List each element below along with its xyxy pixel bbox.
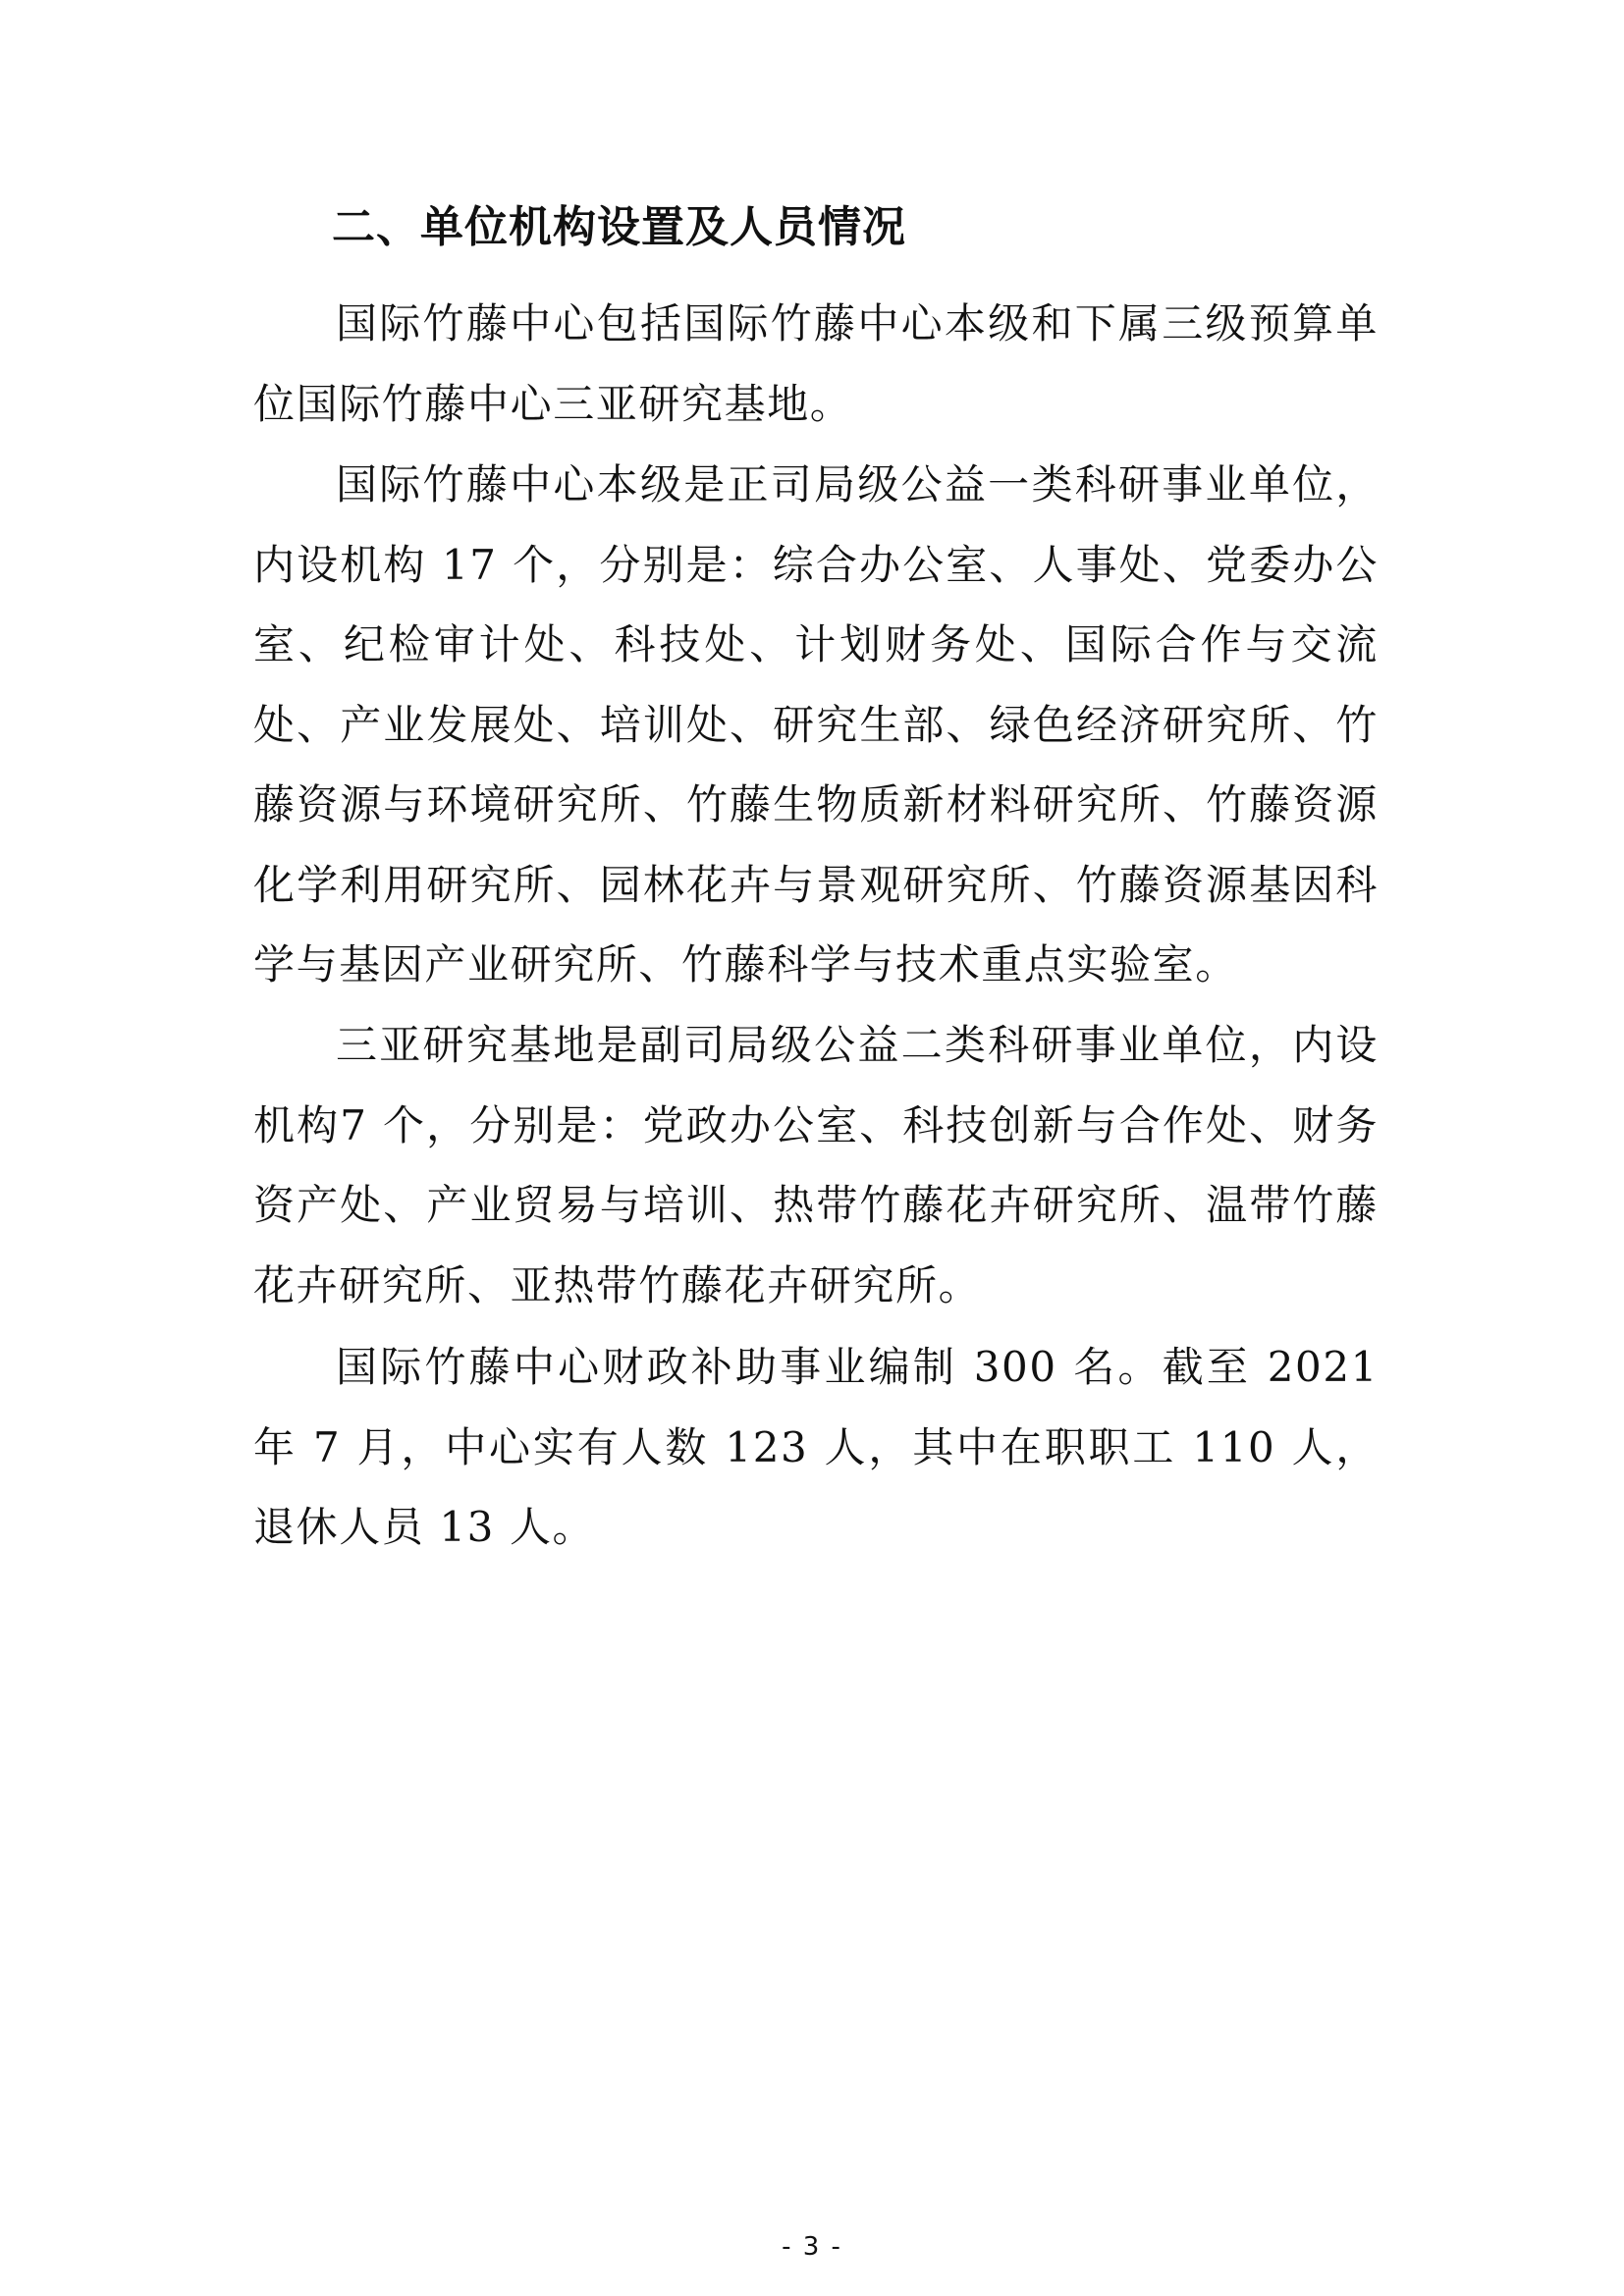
paragraph-headquarters-institutions: 国际竹藤中心本级是正司局级公益一类科研事业单位，内设机构 17 个，分别是：综合办公室、人事处、党委办公室、纪检审计处、科技处、计划财务处、国际合作与交流处、产业发展处、培训处、研究生部、绿色经济研究所、竹藤资源与环境研究所、竹藤生物质新材料研究所、竹藤资源化学利用研究所、园林花卉与景观研究所、竹藤资源基因科学与基因产业研究所、竹藤科学与技术重点实验室。 [253, 460, 1379, 988]
paragraph-sanya-base-institutions: 三亚研究基地是副司局级公益二类科研事业单位，内设机构7 个，分别是：党政办公室、科技创新与合作处、财务资产处、产业贸易与培训、热带竹藤花卉研究所、温带竹藤花卉研究所、亚热带竹藤花卉研究所。 [253, 1021, 1379, 1309]
paragraph-organization-overview: 国际竹藤中心包括国际竹藤中心本级和下属三级预算单位国际竹藤中心三亚研究基地。 [253, 299, 1379, 428]
section-heading: 二、单位机构设置及人员情况 [332, 202, 906, 252]
page-number: - 3 - [782, 2232, 842, 2262]
paragraph-staffing: 国际竹藤中心财政补助事业编制 300 名。截至 2021 年 7 月，中心实有人数 123 人，其中在职职工 110 人，退休人员 13 人。 [253, 1343, 1379, 1551]
